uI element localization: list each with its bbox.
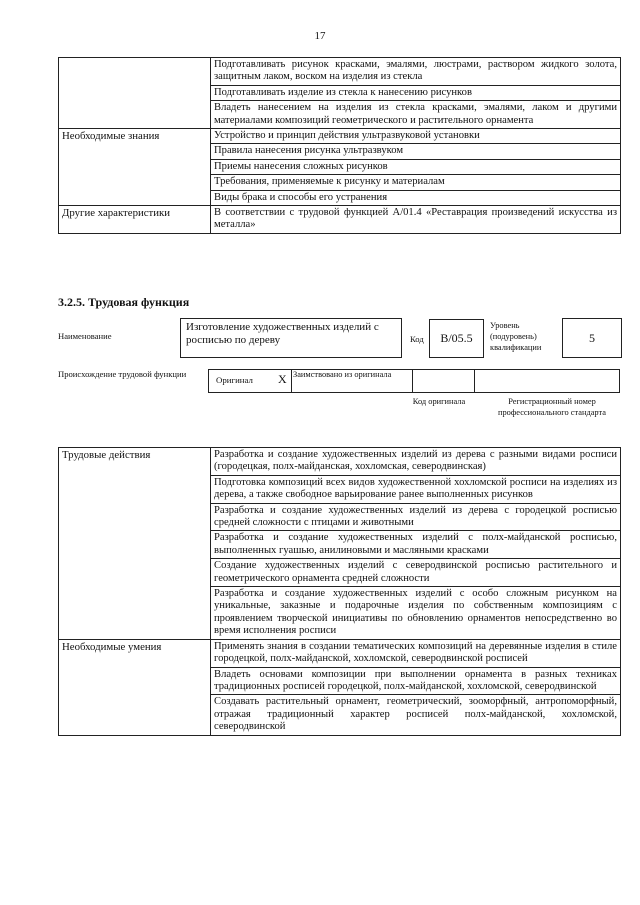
borrowed-text: Заимствовано из оригинала [293,370,392,379]
bottom-table [58,447,621,736]
top-table [58,57,621,234]
origin-label: Происхождение трудовой функции [58,369,187,379]
row-item: Применять знания в создании тематических композиций на деревянные изделия в стиле городецкой, полх-майданской, хохломской, северодвинской росписей [211,639,621,667]
row-item: Разработка и создание художественных изделий с полх-майданской росписью, выполненных гуашью, анилиновыми и масляными красками [211,531,621,559]
row-item: Владеть основами композиции при выполнении орнамента в разных техниках традиционных росписей городецкой, полх-майданской, хохломской, северодвинской [211,667,621,695]
table-row [59,58,621,86]
row-item: Виды брака и способы его устранения [211,190,621,205]
table-row [59,206,621,234]
original-text: Оригинал [216,375,253,385]
row-label: Необходимые умения [59,639,211,735]
origin-strip [208,369,620,393]
table-row [59,448,621,476]
row-item: Создавать растительный орнамент, геометрический, зооморфный, антропоморфный, отражая традиционный характер росписей полх-майданской, хохломской, северодвинской [211,695,621,735]
level-field: 5 [562,318,622,358]
row-item: Требования, применяемые к рисунку и материалам [211,175,621,190]
original-mark: X [278,372,287,386]
page-number: 17 [314,30,326,42]
row-item: В соответствии с трудовой функцией А/01.4 «Реставрация произведений искусства из металла» [211,206,621,234]
row-item: Подготавливать рисунок красками, эмалями, люстрами, раствором жидкого золота, защитным лаком, воском на изделия из стекла [211,58,621,86]
row-item: Подготовка композиций всех видов художественной хохломской росписи на изделиях из дерева, а также свободное варьирование ранее выполненных рисунков [211,475,621,503]
table-row [59,639,621,667]
name-field: Изготовление художественных изделий с росписью по дереву [180,318,402,358]
code-field: B/05.5 [429,319,484,358]
level-label: Уровень (подуровень) квалификации [490,321,542,352]
name-label: Наименование [58,331,112,341]
code-original-cell [413,370,475,392]
row-label: Необходимые знания [59,129,211,206]
row-item: Владеть нанесением на изделия из стекла красками, эмалями, лаком и другими материалами композиций геометрического и растительного орнамента [211,101,621,129]
row-item: Разработка и создание художественных изделий из дерева с разными видами росписи (городецкая, полх-майданская, хохломская, северодвинская) [211,448,621,476]
row-item: Приемы нанесения сложных рисунков [211,159,621,174]
section-title: 3.2.5. Трудовая функция [58,295,190,309]
table-row [59,129,621,144]
reg-number-label: Регистрационный номер профессионального стандарта [498,397,606,417]
row-item: Правила нанесения рисунка ультразвуком [211,144,621,159]
row-label: Трудовые действия [59,448,211,640]
row-item: Устройство и принцип действия ультразвуковой установки [211,129,621,144]
row-label [59,58,211,129]
row-label: Другие характеристики [59,206,211,234]
row-item: Подготавливать изделие из стекла к нанесению рисунков [211,85,621,100]
code-label: Код [410,334,424,344]
row-item: Разработка и создание художественных изделий с особо сложным рисунком на уникальные, заказные и подарочные изделия по собственным композициям с проявлением творческой инициативы по обновлению орнаментов непосредственно во время исполнения росписи [211,587,621,640]
code-original-label: Код оригинала [412,397,466,406]
row-item: Разработка и создание художественных изделий из дерева с городецкой росписью средней сложности с птицами и животными [211,503,621,531]
row-item: Создание художественных изделий с северодвинской росписью растительного и геометрического орнамента средней сложности [211,559,621,587]
